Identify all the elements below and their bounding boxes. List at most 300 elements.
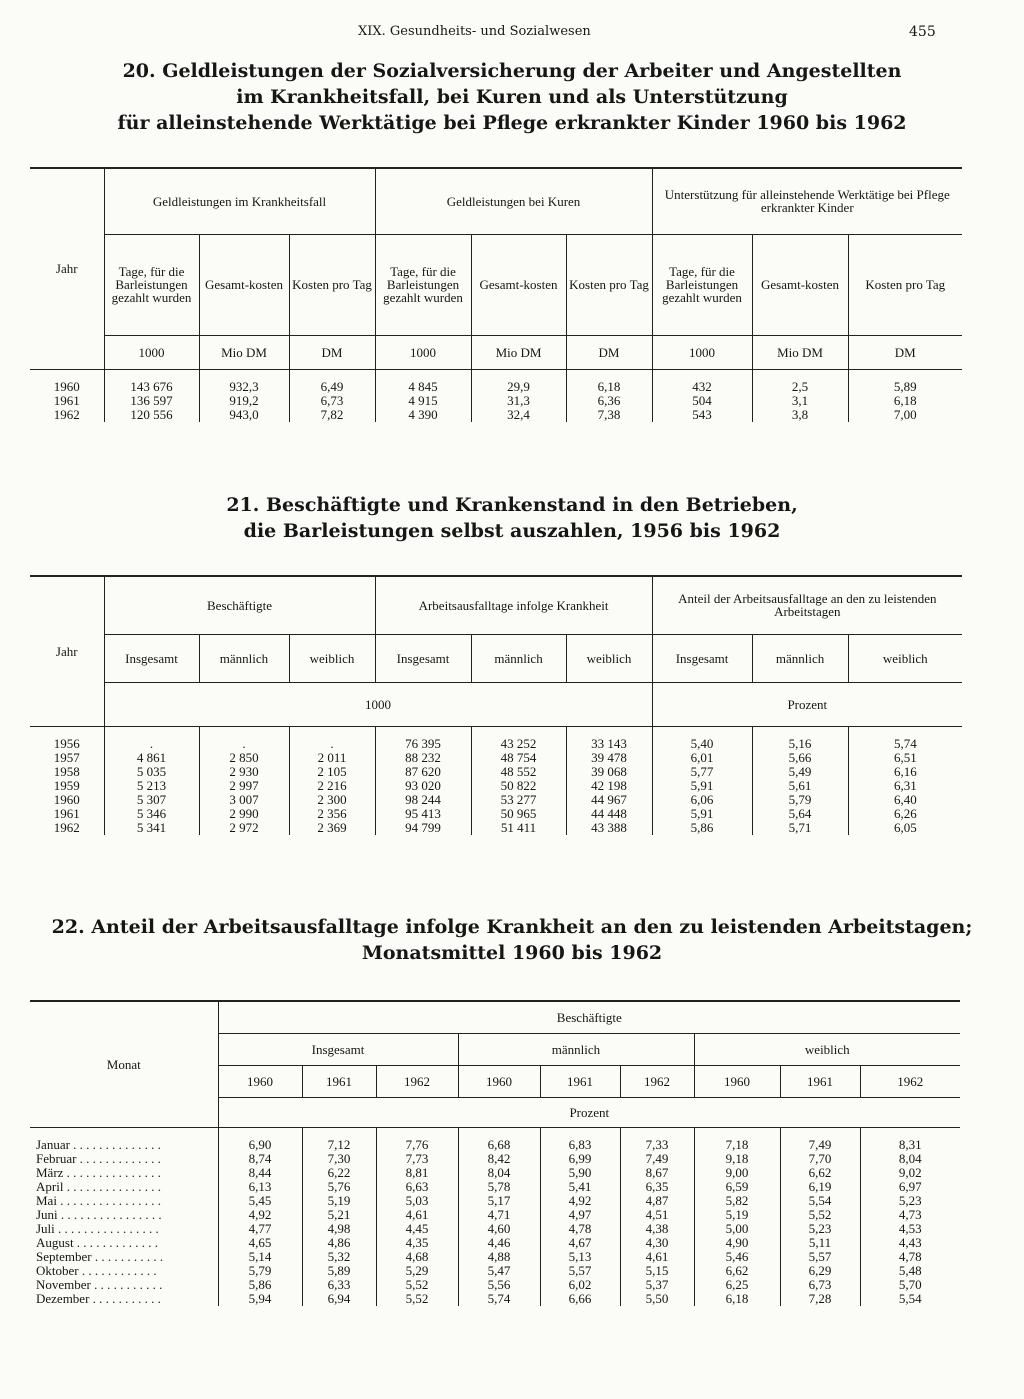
table-cell: 5,52 <box>780 1208 860 1222</box>
table-cell: 5,74 <box>848 726 962 751</box>
group-header: Insgesamt <box>218 1033 458 1065</box>
unit-label: DM <box>289 335 375 369</box>
table-cell: 6,31 <box>848 779 962 793</box>
table-cell: 6,26 <box>848 807 962 821</box>
table-row <box>30 1152 960 1166</box>
table-cell: 5,86 <box>652 821 752 835</box>
column-header: weiblich <box>848 634 962 682</box>
table-cell: 5 341 <box>104 821 199 835</box>
group-header: Geldleistungen bei Kuren <box>375 168 652 234</box>
table-row <box>30 821 962 835</box>
table-cell: 4,35 <box>376 1236 458 1250</box>
table-cell: 504 <box>652 394 752 408</box>
table-cell: 4 915 <box>375 394 471 408</box>
table-cell: 6,73 <box>780 1278 860 1292</box>
table-cell: 2,5 <box>752 369 848 394</box>
table-cell: 7,82 <box>289 408 375 422</box>
column-header: Gesamt-kosten <box>471 234 566 335</box>
table-cell: 6,25 <box>694 1278 780 1292</box>
table-cell: 5,15 <box>620 1264 694 1278</box>
unit-label: Mio DM <box>199 335 289 369</box>
unit-label: Prozent <box>652 682 962 726</box>
table-cell: 5,54 <box>860 1292 960 1306</box>
table-cell: 5 307 <box>104 793 199 807</box>
table-cell: 88 232 <box>375 751 471 765</box>
unit-label: 1000 <box>104 682 652 726</box>
table-cell: 7,18 <box>694 1127 780 1152</box>
month-cell: Februar . . . . . . . . . . . . . <box>36 1150 161 1166</box>
table-cell: 42 198 <box>566 779 652 793</box>
group-header: Anteil der Arbeitsausfalltage an den zu leistenden Arbeitstagen <box>652 576 962 634</box>
table-cell: 6,18 <box>848 394 962 408</box>
table-cell: 50 822 <box>471 779 566 793</box>
table-cell: 4,67 <box>540 1236 620 1250</box>
year-header: 1961 <box>540 1065 620 1097</box>
table-cell: 5,74 <box>458 1292 540 1306</box>
table-cell: 6,90 <box>218 1127 302 1152</box>
table-cell: 5,13 <box>540 1250 620 1264</box>
table-cell: 5,00 <box>694 1222 780 1236</box>
table-cell: 2 105 <box>289 765 375 779</box>
table-cell: 98 244 <box>375 793 471 807</box>
table-cell: 7,49 <box>780 1127 860 1152</box>
table-cell: 7,70 <box>780 1152 860 1166</box>
table-cell: 4,51 <box>620 1208 694 1222</box>
unit-label: DM <box>566 335 652 369</box>
table21-title <box>0 492 1024 544</box>
title-line: 21. Beschäftigte und Krankenstand in den Betrieben, <box>226 494 798 516</box>
table-cell: 5,91 <box>652 807 752 821</box>
unit-label: Prozent <box>218 1097 960 1127</box>
table-cell: 943,0 <box>199 408 289 422</box>
table-cell: 6,94 <box>302 1292 376 1306</box>
table-cell: 5,70 <box>860 1278 960 1292</box>
year-header: 1961 <box>302 1065 376 1097</box>
table-cell: 5,52 <box>376 1292 458 1306</box>
table-cell: 2 990 <box>199 807 289 821</box>
table-cell: 7,33 <box>620 1127 694 1152</box>
table-cell: 6,73 <box>289 394 375 408</box>
table-cell: 4 390 <box>375 408 471 422</box>
table-row <box>30 1250 960 1264</box>
table-cell: 5,86 <box>218 1278 302 1292</box>
table-row <box>30 779 962 793</box>
table-cell: 4,45 <box>376 1222 458 1236</box>
table-row <box>30 807 962 821</box>
table-cell: 8,44 <box>218 1166 302 1180</box>
group-header: Beschäftigte <box>104 576 375 634</box>
table-cell: 6,59 <box>694 1180 780 1194</box>
table-cell: 76 395 <box>375 726 471 751</box>
table-cell: 6,97 <box>860 1180 960 1194</box>
table-cell: 4,46 <box>458 1236 540 1250</box>
column-header: Tage, für die Barleistungen gezahlt wurden <box>652 234 752 335</box>
table-cell: 4,71 <box>458 1208 540 1222</box>
table-cell: 53 277 <box>471 793 566 807</box>
table-cell: 543 <box>652 408 752 422</box>
table-cell: 6,51 <box>848 751 962 765</box>
table-cell: 6,13 <box>218 1180 302 1194</box>
table-cell: 4,86 <box>302 1236 376 1250</box>
table-row <box>30 793 962 807</box>
table-cell: 5,50 <box>620 1292 694 1306</box>
table-cell: 932,3 <box>199 369 289 394</box>
table-cell: 120 556 <box>104 408 199 422</box>
table-cell: 8,04 <box>458 1166 540 1180</box>
table-cell: 136 597 <box>104 394 199 408</box>
table-row <box>30 1166 960 1180</box>
row-header-jahr: Jahr <box>30 168 104 369</box>
title-line: die Barleistungen selbst auszahlen, 1956 bis 1962 <box>243 520 781 542</box>
table-cell: 6,02 <box>540 1278 620 1292</box>
month-cell: August . . . . . . . . . . . . . <box>36 1234 159 1250</box>
table-cell: 6,99 <box>540 1152 620 1166</box>
year-cell: 1962 <box>53 819 80 835</box>
table-cell: 6,05 <box>848 821 962 835</box>
table-cell: 6,19 <box>780 1180 860 1194</box>
year-cell: 1956 <box>53 735 80 751</box>
table-cell: 48 754 <box>471 751 566 765</box>
group-header: männlich <box>458 1033 694 1065</box>
table-cell: 5,64 <box>752 807 848 821</box>
column-header: Gesamt-kosten <box>752 234 848 335</box>
year-cell: 1961 <box>53 392 80 408</box>
year-cell: 1960 <box>53 791 80 807</box>
title-line: 22. Anteil der Arbeitsausfalltage infolge Krankheit an den zu leistenden Arbeitstagen; <box>51 916 973 938</box>
year-header: 1962 <box>860 1065 960 1097</box>
table-cell: 5,89 <box>848 369 962 394</box>
table-cell: 6,35 <box>620 1180 694 1194</box>
column-header: Tage, für die Barleistungen gezahlt wurden <box>104 234 199 335</box>
table-cell: 4 845 <box>375 369 471 394</box>
table-cell: 29,9 <box>471 369 566 394</box>
table-cell: 5,82 <box>694 1194 780 1208</box>
column-header: männlich <box>752 634 848 682</box>
table-cell: 4,65 <box>218 1236 302 1250</box>
table-cell: 9,02 <box>860 1166 960 1180</box>
table-cell: . <box>104 726 199 751</box>
table-cell: 9,18 <box>694 1152 780 1166</box>
table20 <box>30 167 962 422</box>
month-cell: Dezember . . . . . . . . . . . <box>36 1290 161 1306</box>
table-cell: 4,92 <box>540 1194 620 1208</box>
table-cell: 5,79 <box>218 1264 302 1278</box>
table-cell: 4,78 <box>860 1250 960 1264</box>
column-header: männlich <box>471 634 566 682</box>
unit-label: 1000 <box>652 335 752 369</box>
title-line: Monatsmittel 1960 bis 1962 <box>361 942 663 964</box>
table-cell: 4,68 <box>376 1250 458 1264</box>
table-cell: 5,77 <box>652 765 752 779</box>
table-cell: 4,77 <box>218 1222 302 1236</box>
table-cell: 4,30 <box>620 1236 694 1250</box>
section-title: XIX. Gesundheits- und Sozialwesen <box>358 24 591 39</box>
table-cell: 4,87 <box>620 1194 694 1208</box>
month-cell: März . . . . . . . . . . . . . . . <box>36 1164 161 1180</box>
table-cell: 33 143 <box>566 726 652 751</box>
table-cell: 43 388 <box>566 821 652 835</box>
table-cell: 5,78 <box>458 1180 540 1194</box>
table-cell: 4,61 <box>376 1208 458 1222</box>
table-row <box>30 394 962 408</box>
year-header: 1961 <box>780 1065 860 1097</box>
table-cell: 5,41 <box>540 1180 620 1194</box>
table-cell: 7,00 <box>848 408 962 422</box>
table-cell: 4,92 <box>218 1208 302 1222</box>
table-cell: 6,40 <box>848 793 962 807</box>
table-cell: 432 <box>652 369 752 394</box>
unit-label: DM <box>848 335 962 369</box>
table-row <box>30 1194 960 1208</box>
table-row <box>30 1264 960 1278</box>
table-cell: 6,01 <box>652 751 752 765</box>
table-cell: 5,91 <box>652 779 752 793</box>
table-cell: 44 448 <box>566 807 652 821</box>
column-header: Kosten pro Tag <box>289 234 375 335</box>
table-cell: 5,16 <box>752 726 848 751</box>
year-cell: 1961 <box>53 805 80 821</box>
table-cell: 4,73 <box>860 1208 960 1222</box>
table-cell: 8,81 <box>376 1166 458 1180</box>
table-row <box>30 1180 960 1194</box>
table-cell: 4,90 <box>694 1236 780 1250</box>
table-cell: 6,83 <box>540 1127 620 1152</box>
unit-label: Mio DM <box>471 335 566 369</box>
month-cell: April . . . . . . . . . . . . . . . <box>36 1178 161 1194</box>
table-cell: 5,52 <box>376 1278 458 1292</box>
table-row <box>30 1222 960 1236</box>
table-cell: 6,66 <box>540 1292 620 1306</box>
table-cell: 5,14 <box>218 1250 302 1264</box>
row-header-monat: Monat <box>30 1001 218 1127</box>
column-header: Kosten pro Tag <box>566 234 652 335</box>
running-head <box>0 24 1024 42</box>
table-cell: 7,30 <box>302 1152 376 1166</box>
table-cell: 5,66 <box>752 751 848 765</box>
year-cell: 1957 <box>53 749 80 765</box>
table-cell: 5,54 <box>780 1194 860 1208</box>
table-cell: 5,37 <box>620 1278 694 1292</box>
month-cell: Januar . . . . . . . . . . . . . . <box>36 1136 161 1152</box>
table-cell: 31,3 <box>471 394 566 408</box>
table-cell: 2 997 <box>199 779 289 793</box>
table-cell: 5,23 <box>780 1222 860 1236</box>
table-cell: 4,43 <box>860 1236 960 1250</box>
table-cell: 5 213 <box>104 779 199 793</box>
column-header: Insgesamt <box>375 634 471 682</box>
table-cell: 7,73 <box>376 1152 458 1166</box>
table-cell: 5,32 <box>302 1250 376 1264</box>
table-cell: 5,46 <box>694 1250 780 1264</box>
table-cell: 8,04 <box>860 1152 960 1166</box>
year-cell: 1958 <box>53 763 80 779</box>
table-cell: 4 861 <box>104 751 199 765</box>
table-row <box>30 408 962 422</box>
year-cell: 1959 <box>53 777 80 793</box>
table-cell: 5,57 <box>780 1250 860 1264</box>
top-header: Beschäftigte <box>218 1001 960 1033</box>
table-cell: 8,31 <box>860 1127 960 1152</box>
table-cell: 3,8 <box>752 408 848 422</box>
table-cell: 5,19 <box>694 1208 780 1222</box>
table-cell: 94 799 <box>375 821 471 835</box>
table-cell: 3,1 <box>752 394 848 408</box>
table-cell: 6,18 <box>694 1292 780 1306</box>
table-cell: 6,62 <box>694 1264 780 1278</box>
group-header: Unterstützung für alleinstehende Werktätige bei Pflege erkrankter Kinder <box>652 168 962 234</box>
column-header: Insgesamt <box>104 634 199 682</box>
table-cell: 43 252 <box>471 726 566 751</box>
table-cell: 4,78 <box>540 1222 620 1236</box>
table-cell: 48 552 <box>471 765 566 779</box>
table-row <box>30 1127 960 1152</box>
table-cell: 6,18 <box>566 369 652 394</box>
table-cell: 4,61 <box>620 1250 694 1264</box>
table-cell: 2 930 <box>199 765 289 779</box>
table-cell: 2 011 <box>289 751 375 765</box>
table-cell: 87 620 <box>375 765 471 779</box>
table-cell: 4,97 <box>540 1208 620 1222</box>
table22 <box>30 1000 960 1306</box>
table-cell: 51 411 <box>471 821 566 835</box>
table-cell: 5,76 <box>302 1180 376 1194</box>
table22-title <box>0 914 1024 966</box>
month-cell: September . . . . . . . . . . . <box>36 1248 164 1264</box>
table-cell: 7,12 <box>302 1127 376 1152</box>
table-cell: 2 369 <box>289 821 375 835</box>
table-cell: 143 676 <box>104 369 199 394</box>
table21 <box>30 575 962 835</box>
unit-label: 1000 <box>375 335 471 369</box>
table-cell: 5,17 <box>458 1194 540 1208</box>
table-cell: 5 346 <box>104 807 199 821</box>
month-cell: Juli . . . . . . . . . . . . . . . . <box>36 1220 159 1236</box>
table-cell: 919,2 <box>199 394 289 408</box>
column-header: Kosten pro Tag <box>848 234 962 335</box>
table-cell: . <box>289 726 375 751</box>
table-cell: 5,90 <box>540 1166 620 1180</box>
table-cell: 2 300 <box>289 793 375 807</box>
unit-label: Mio DM <box>752 335 848 369</box>
table-cell: 2 972 <box>199 821 289 835</box>
table-cell: 5,19 <box>302 1194 376 1208</box>
table-cell: 50 965 <box>471 807 566 821</box>
table-cell: 4,88 <box>458 1250 540 1264</box>
table-cell: 7,38 <box>566 408 652 422</box>
table-cell: 6,06 <box>652 793 752 807</box>
column-header: Tage, für die Barleistungen gezahlt wurden <box>375 234 471 335</box>
table-cell: 5 035 <box>104 765 199 779</box>
table-cell: 3 007 <box>199 793 289 807</box>
table-cell: 5,03 <box>376 1194 458 1208</box>
table-cell: 93 020 <box>375 779 471 793</box>
table-row <box>30 765 962 779</box>
year-header: 1962 <box>376 1065 458 1097</box>
table-cell: 2 850 <box>199 751 289 765</box>
table-cell: 5,89 <box>302 1264 376 1278</box>
table-cell: 2 216 <box>289 779 375 793</box>
table-cell: 5,79 <box>752 793 848 807</box>
table-cell: 5,23 <box>860 1194 960 1208</box>
group-header: Arbeitsausfalltage infolge Krankheit <box>375 576 652 634</box>
table-cell: 95 413 <box>375 807 471 821</box>
column-header: Insgesamt <box>652 634 752 682</box>
year-header: 1960 <box>218 1065 302 1097</box>
title-line: im Krankheitsfall, bei Kuren und als Unterstützung <box>236 86 788 108</box>
table-cell: 5,71 <box>752 821 848 835</box>
table-cell: 5,21 <box>302 1208 376 1222</box>
year-cell: 1962 <box>53 406 80 422</box>
table-cell: 7,76 <box>376 1127 458 1152</box>
table-cell: 6,16 <box>848 765 962 779</box>
table-row <box>30 1292 960 1306</box>
table-row <box>30 751 962 765</box>
table-cell: 6,36 <box>566 394 652 408</box>
table-cell: 5,11 <box>780 1236 860 1250</box>
table-cell: 44 967 <box>566 793 652 807</box>
table-cell: 4,98 <box>302 1222 376 1236</box>
table-cell: 7,28 <box>780 1292 860 1306</box>
table-cell: 5,40 <box>652 726 752 751</box>
table-cell: 5,94 <box>218 1292 302 1306</box>
table-cell: 9,00 <box>694 1166 780 1180</box>
table-cell: 4,60 <box>458 1222 540 1236</box>
table-row <box>30 369 962 394</box>
title-line: für alleinstehende Werktätige bei Pflege erkrankter Kinder 1960 bis 1962 <box>117 112 907 134</box>
table-cell: 5,56 <box>458 1278 540 1292</box>
table-cell: 39 068 <box>566 765 652 779</box>
table-cell: 5,61 <box>752 779 848 793</box>
table-cell: 5,49 <box>752 765 848 779</box>
table-cell: 5,47 <box>458 1264 540 1278</box>
table-cell: 5,57 <box>540 1264 620 1278</box>
month-cell: November . . . . . . . . . . . <box>36 1276 163 1292</box>
title-line: 20. Geldleistungen der Sozialversicherung der Arbeiter und Angestellten <box>122 60 902 82</box>
table-cell: 8,42 <box>458 1152 540 1166</box>
year-header: 1960 <box>694 1065 780 1097</box>
table-cell: 6,62 <box>780 1166 860 1180</box>
table-cell: 6,22 <box>302 1166 376 1180</box>
table-cell: 6,29 <box>780 1264 860 1278</box>
group-header: weiblich <box>694 1033 960 1065</box>
table-cell: 8,67 <box>620 1166 694 1180</box>
table-cell: 2 356 <box>289 807 375 821</box>
table-row <box>30 1278 960 1292</box>
table-cell: . <box>199 726 289 751</box>
table-cell: 4,38 <box>620 1222 694 1236</box>
row-header-jahr: Jahr <box>30 576 104 726</box>
table-cell: 5,29 <box>376 1264 458 1278</box>
month-cell: Mai . . . . . . . . . . . . . . . . <box>36 1192 161 1208</box>
year-header: 1962 <box>620 1065 694 1097</box>
page-number: 455 <box>909 24 936 40</box>
table-cell: 32,4 <box>471 408 566 422</box>
table-cell: 6,68 <box>458 1127 540 1152</box>
table-cell: 6,33 <box>302 1278 376 1292</box>
column-header: Gesamt-kosten <box>199 234 289 335</box>
table-cell: 5,48 <box>860 1264 960 1278</box>
year-header: 1960 <box>458 1065 540 1097</box>
month-cell: Oktober . . . . . . . . . . . . <box>36 1262 157 1278</box>
table-row <box>30 1208 960 1222</box>
year-cell: 1960 <box>53 378 80 394</box>
column-header: männlich <box>199 634 289 682</box>
table20-title <box>0 58 1024 136</box>
table-cell: 6,49 <box>289 369 375 394</box>
table-cell: 39 478 <box>566 751 652 765</box>
table-cell: 7,49 <box>620 1152 694 1166</box>
month-cell: Juni . . . . . . . . . . . . . . . . <box>36 1206 162 1222</box>
